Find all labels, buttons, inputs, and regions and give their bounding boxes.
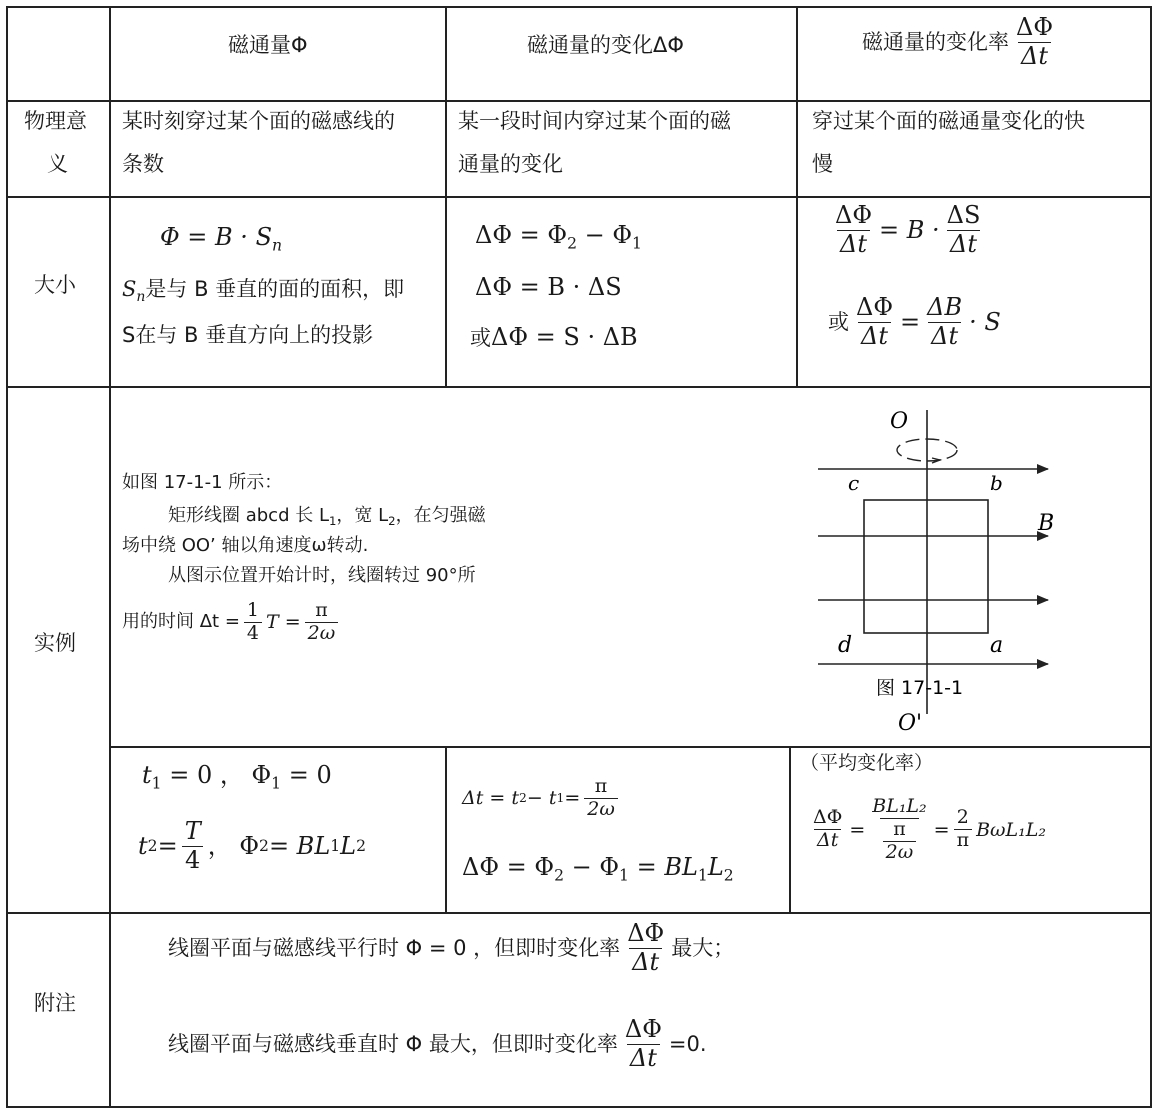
fraction-numerator: ΔΦ [835,201,873,229]
fraction-denominator: 2ω [584,798,618,821]
example-sub-col1-line1 [142,760,332,798]
sub: 1 [556,791,565,806]
fraction-numerator: 2 [956,806,969,829]
sub: 2 [723,866,734,885]
example-intro: 如图 17-1-1 所示： [122,472,283,493]
fraction [584,776,618,821]
sub: 1 [697,866,708,885]
col-divider-2b [445,746,447,914]
text: = [157,832,178,861]
fraction-denominator: Δt [858,322,891,351]
note-sub: n [136,288,146,305]
size-col2-formula-3 [470,322,638,353]
example-sub-col2-line1 [462,776,622,821]
text: 线圈平面与磁感线平行时 Φ = 0 ，但即时变化率 [168,936,621,961]
formula-text: · S [969,308,1001,337]
fraction [305,600,339,645]
size-col1-note-2: S在与 B 垂直方向上的投影 [122,323,374,347]
fraction-denominator: Δt [837,230,870,259]
equals: = [849,818,866,841]
sub: 2 [388,514,396,529]
text: = 0 ， Φ [161,761,272,789]
size-col2-formula-2: ΔΦ = B · ΔS [475,273,622,301]
size-col1-formula [160,222,282,260]
sub: 1 [271,774,282,793]
example-line2 [168,503,486,534]
table-border-left [6,6,8,1108]
formula-text: − Φ [576,221,633,249]
example-sub-col1-line2 [138,818,366,874]
sub: 2 [519,791,527,806]
sub: 1 [619,866,629,885]
fraction-denominator [880,818,920,864]
row-label-example: 实例 [34,631,76,655]
fraction [832,202,875,258]
fraction-denominator: Δt [928,322,961,351]
text: ，宽 L [336,505,389,526]
formula-sub: n [272,236,283,255]
header-col3-fraction [1013,14,1056,70]
example-line5 [122,600,342,645]
fraction [810,807,845,852]
fraction-denominator: 4 [182,846,203,875]
text: = BL [628,853,698,881]
formula-text: = B · [879,216,940,245]
sub: 1 [328,514,337,529]
text: t [138,832,148,861]
text: =0. [668,1032,707,1057]
fraction [869,796,929,864]
fraction-denominator: 4 [244,622,262,645]
col-divider-2 [445,6,447,388]
fraction [182,818,204,874]
formula-sub: 2 [567,234,577,253]
meaning-col3-line1: 穿过某个面的磁通量变化的快 [812,109,1085,133]
fraction-numerator: π [315,599,328,621]
size-col1-note-1 [122,274,404,312]
size-col3-formula-1 [828,202,987,258]
label-a: a [990,633,1004,658]
col-divider-1 [109,6,111,1108]
fraction-numerator: ΔΦ [813,806,843,829]
fraction-numerator: ΔΦ [1016,13,1054,41]
meaning-col1-line2: 条数 [122,152,164,176]
fraction-denominator: Δt [627,1044,660,1073]
fraction-numerator: ΔS [946,201,981,229]
prefix-text: 或 [828,310,849,335]
sub: 2 [554,866,564,885]
meaning-col2-line2: 通量的变化 [458,152,563,176]
size-col2-formula-1 [475,220,642,258]
fraction-denominator: Δt [1018,42,1051,71]
text: ΔΦ = Φ [462,853,555,881]
formula-text: ΔΦ = Φ [475,221,568,249]
fraction-denominator: 2ω [305,622,339,645]
row-divider-5 [6,912,1152,914]
size-col3-formula-2 [828,294,1001,350]
example-line3: 场中绕 OO’ 轴以角速度ω转动. [122,535,369,556]
text: Δt = t [462,787,519,810]
formula-text: = [900,308,921,337]
text: t [142,761,152,789]
fraction-numerator: π [594,775,608,797]
fraction-numerator: T [184,817,201,845]
row-label-note: 附注 [34,991,76,1015]
fraction-numerator: ΔΦ [624,1015,662,1043]
example-sub-col3-formula [806,796,1046,864]
header-col3-label: 磁通量的变化率 [862,30,1009,55]
note-symbol: S [122,277,137,301]
col-divider-3b [789,746,791,914]
row-label-size: 大小 [34,273,76,297]
label-B: B [1038,511,1055,536]
formula-text: ΔΦ = S · ΔB [491,323,638,351]
text: 矩形线圈 abcd 长 L [168,505,329,526]
text: = BL [268,832,331,861]
meaning-col2-line1: 某一段时间内穿过某个面的磁 [458,109,731,133]
label-d: d [838,633,853,658]
note-text: 是与 B 垂直的面的面积，即 [145,277,405,301]
text: ，在匀强磁 [395,505,486,526]
sub: 2 [259,837,269,856]
row-divider-2 [6,196,1152,198]
formula-text: Φ = B · S [160,223,273,251]
fraction-numerator: BL₁L₂ [872,795,927,817]
text: 最大； [671,936,735,961]
label-c: c [848,471,860,495]
meaning-col1-line1: 某时刻穿过某个面的磁感线的 [122,109,395,133]
text: BωL₁L₂ [976,818,1047,841]
fraction [944,202,984,258]
note-line2 [168,1016,707,1072]
example-sub-col3-title: （平均变化率） [800,752,934,774]
fraction-numerator: 1 [246,599,259,621]
sub: 2 [147,837,158,856]
row-label-meaning-2: 义 [47,152,68,176]
text: T = [266,611,301,634]
label-O-bottom: O' [898,711,923,736]
fraction-denominator: 2ω [883,841,917,864]
table-border-top [6,6,1152,8]
fraction [624,920,667,976]
header-col2: 磁通量的变化ΔΦ [527,33,684,57]
col-divider-3 [796,6,798,388]
figure-caption: 图 17-1-1 [876,677,964,699]
fraction [622,1016,665,1072]
row-label-meaning-1: 物理意 [24,109,87,133]
sub: 2 [356,837,367,856]
text: 用的时间 Δt = [122,611,240,633]
fraction [853,294,896,350]
sub: 1 [151,774,162,793]
fraction [244,600,262,645]
fraction-denominator: Δt [629,948,662,977]
text: 线圈平面与磁感线垂直时 Φ 最大，但即时变化率 [168,1032,618,1057]
row-divider-3 [6,386,1152,388]
fraction [954,807,973,852]
example-sub-col2-line2 [462,852,734,890]
row-divider-1 [6,100,1152,102]
text: = [564,787,581,810]
table-border-right [1150,6,1152,1108]
fraction-numerator: π [893,817,906,840]
row-divider-4 [110,746,1152,748]
example-line4: 从图示位置开始计时，线圈转过 90°所 [168,565,476,586]
fraction-denominator: Δt [947,230,980,259]
coil-rectangle [864,500,988,633]
note-line1 [168,920,734,976]
header-col3 [862,14,1060,70]
fraction-numerator: ΔΦ [627,919,665,947]
fraction [924,294,965,350]
header-col1: 磁通量Φ [228,33,308,57]
meaning-col3-line2: 慢 [812,152,833,176]
text: = 0 [281,761,332,789]
fraction-numerator: ΔΦ [856,293,894,321]
fraction-denominator: Δt [814,829,841,852]
equals: = [933,818,950,841]
prefix-text: 或 [470,326,491,350]
label-b: b [990,471,1003,495]
text: ， Φ [207,832,260,861]
text: L [340,832,357,861]
text: − t [526,787,557,810]
fraction-numerator: ΔB [927,293,963,321]
sub: 1 [330,837,341,856]
text: L [707,853,724,881]
fraction-denominator: π [954,829,973,852]
figure-17-1-1 [800,392,1080,742]
table-border-bottom [6,1106,1152,1108]
label-O-top: O [890,409,909,434]
formula-sub: 1 [632,234,642,253]
text: − Φ [563,853,620,881]
